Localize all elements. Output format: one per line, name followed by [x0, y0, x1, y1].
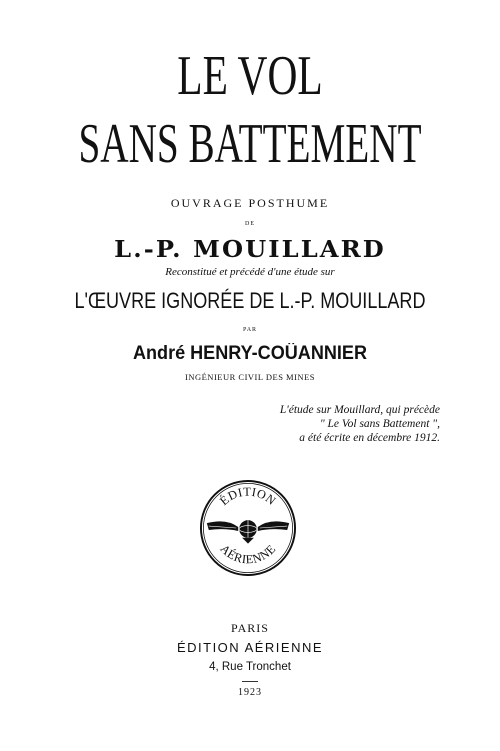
divider-rule: [242, 681, 258, 682]
study-note: [240, 403, 440, 445]
svg-text:ÉDITION: [217, 485, 279, 509]
publication-city: PARIS: [231, 621, 269, 635]
preposition-par: PAR: [242, 327, 258, 333]
subtitle: OUVRAGE POSTHUME: [170, 196, 330, 210]
title-line-2: SANS BATTEMENT: [78, 113, 422, 175]
study-note-line-2: " Le Vol sans Battement ",: [319, 418, 440, 430]
reconstitution-note: Reconstitué et précédé d'une étude sur: [165, 266, 335, 278]
edition-aerienne-emblem: [199, 479, 297, 577]
oeuvre-title: L'ŒUVRE IGNORÉE DE L.-P. MOUILLARD: [74, 288, 426, 313]
editor-name: André HENRY-COÜANNIER: [132, 343, 367, 364]
publication-year: 1923: [238, 687, 262, 698]
study-note-line-3: a été écrite en décembre 1912.: [299, 432, 440, 444]
publisher-address: 4, Rue Tronchet: [209, 661, 291, 673]
winged-globe-icon: [207, 520, 289, 544]
svg-text:AÉRIENNE: [217, 542, 278, 567]
author-name: L.-P. MOUILLARD: [114, 236, 386, 263]
title-line-1: LE VOL: [177, 45, 323, 107]
emblem-bottom-text: AÉRIENNE: [217, 541, 279, 567]
study-note-line-1: L'étude sur Mouillard, qui précède: [279, 404, 440, 416]
emblem-top-text: ÉDITION: [217, 484, 279, 509]
publisher-name: ÉDITION AÉRIENNE: [176, 640, 324, 655]
editor-role: INGÉNIEUR CIVIL DES MINES: [185, 372, 315, 382]
preposition-de: DE: [245, 221, 255, 227]
